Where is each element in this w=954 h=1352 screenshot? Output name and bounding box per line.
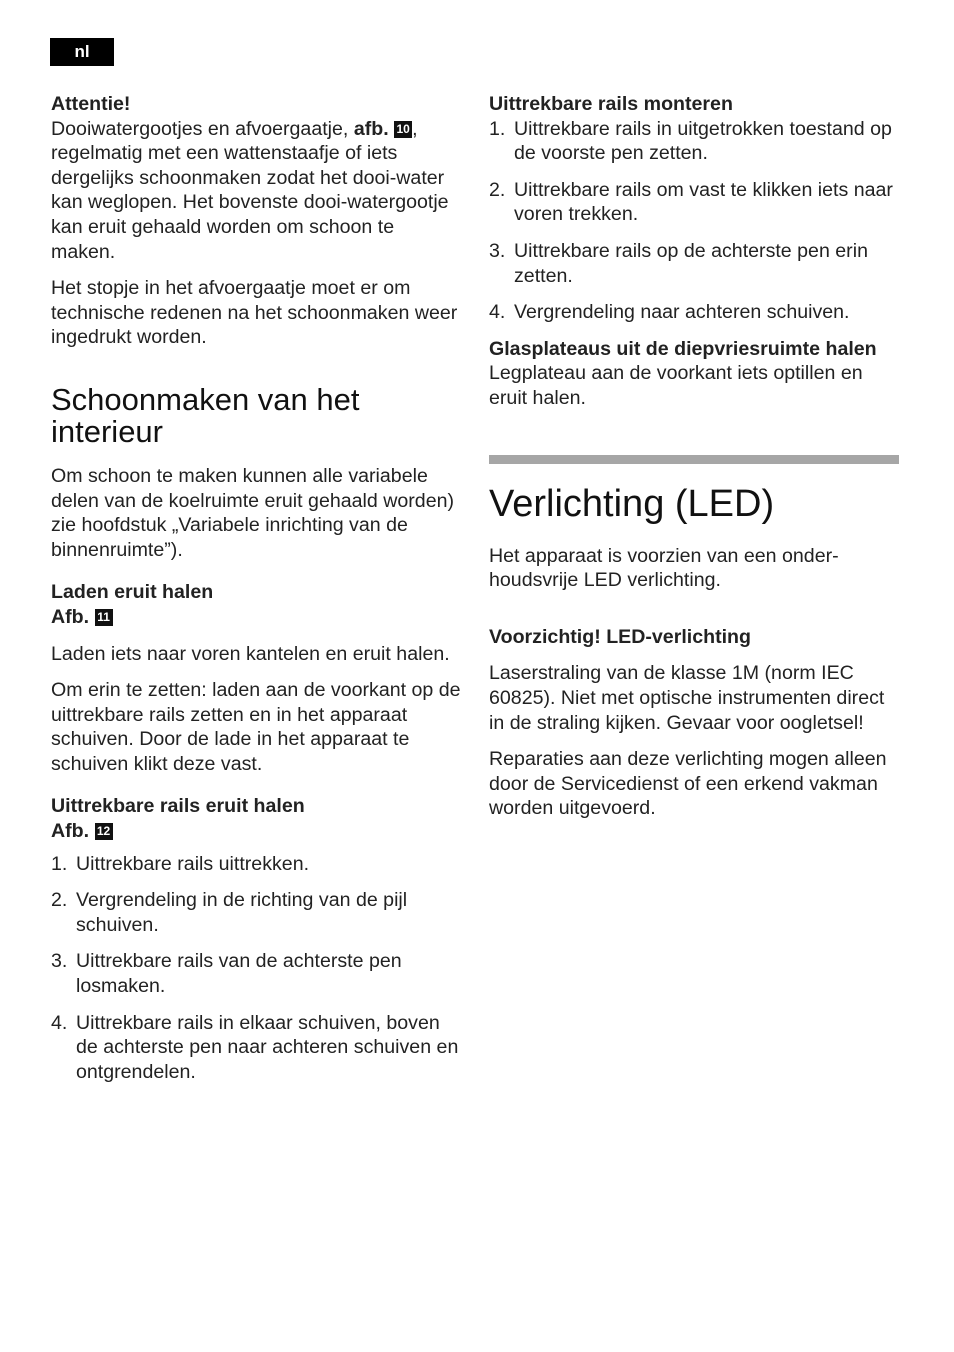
rails-remove-title: Uittrekbare rails eruit halen: [51, 795, 305, 818]
drawers-paragraph-1: Laden iets naar voren kantelen en eruit halen.: [51, 642, 450, 665]
section-heading-led: Verlichting (LED): [489, 482, 775, 525]
step-text: Vergrendeling in de richting van de pijl schuiven.: [76, 889, 408, 936]
drawers-title: Laden eruit halen: [51, 581, 214, 604]
list-item: [489, 300, 899, 325]
step-number: 1.: [489, 117, 506, 140]
led-paragraph: Het apparaat is voorzien van een onder-houdsvrije LED verlichting.: [489, 544, 839, 592]
list-item: [51, 949, 463, 998]
caution-title: Voorzichtig! LED-verlichting: [489, 625, 751, 648]
list-item: [489, 117, 899, 166]
step-number: 2.: [489, 178, 506, 201]
figure-ref-label: afb.: [353, 117, 389, 140]
step-text: Uittrekbare rails in elkaar schuiven, boven de achterste pen naar achteren schuiven en ontgrendelen.: [76, 1011, 459, 1083]
rails-remove-figure-ref: [51, 819, 463, 844]
rails-mount-steps: [489, 117, 899, 325]
list-item: [489, 239, 899, 288]
glass-paragraph: Legplateau aan de voorkant iets optillen en eruit halen.: [489, 362, 863, 409]
step-number: 2.: [51, 889, 68, 912]
attention-title: Attentie!: [51, 93, 131, 115]
step-text: Uittrekbare rails op de achterste pen erin zetten.: [514, 239, 868, 287]
language-badge: [50, 38, 114, 66]
step-text: Uittrekbare rails om vast te klikken iets naar voren trekken.: [514, 178, 893, 226]
attention-paragraph-1: [51, 117, 463, 265]
figure-number-badge: 10: [394, 121, 412, 138]
list-item: [51, 852, 463, 877]
right-column: [489, 92, 899, 821]
list-item: [51, 888, 463, 937]
attention-text-a: Dooiwatergootjes en afvoergaatje,: [51, 117, 349, 140]
section-divider: [489, 455, 899, 464]
step-number: 4.: [489, 301, 506, 324]
caution-paragraph-2: Reparaties aan deze verlichting mogen alleen door de Servicedienst of een erkend vakman worden uitgevoerd.: [489, 748, 887, 820]
figure-number-badge: 11: [95, 609, 113, 626]
drawers-paragraph-2: Om erin te zetten: laden aan de voorkant op de uittrekbare rails zetten en in het apparaat schuiven. Door de lade in het apparaat te schuiven klikt deze vast.: [51, 679, 461, 775]
list-item: [489, 178, 899, 227]
step-text: Uittrekbare rails van de achterste pen losmaken.: [76, 950, 402, 998]
step-number: 1.: [51, 852, 68, 875]
attention-text-b: , regelmatig met een wattenstaafje of iets dergelijks schoonmaken zodat het dooi-water kan weglopen. Het bovenste dooi-watergootje kan eruit gehaald worden om schoon te maken.: [51, 117, 449, 263]
step-number: 3.: [51, 950, 68, 973]
step-text: Uittrekbare rails uittrekken.: [76, 852, 310, 875]
step-number: 3.: [489, 239, 506, 262]
section-heading-interior: Schoonmaken van het interieur: [51, 381, 360, 449]
figure-number-badge: 12: [95, 823, 113, 840]
rails-mount-title: Uittrekbare rails monteren: [489, 93, 733, 115]
step-number: 4.: [51, 1011, 68, 1034]
left-column: [51, 92, 463, 1084]
glass-title: Glasplateaus uit de diepvriesruimte halen: [489, 337, 877, 360]
list-item: [51, 1011, 463, 1085]
language-label: nl: [74, 42, 90, 61]
step-text: Uittrekbare rails in uitgetrokken toestand op de voorste pen zetten.: [514, 117, 892, 165]
rails-remove-steps: [51, 852, 463, 1085]
figure-ref-label: Afb.: [51, 820, 90, 843]
attention-paragraph-2: Het stopje in het afvoergaatje moet er om technische redenen na het schoonmaken weer ingedrukt worden.: [51, 277, 458, 349]
caution-paragraph-1: Laserstraling van de klasse 1M (norm IEC 60825). Niet met optische instrumenten direct in de straling kijken. Gevaar voor oogletsel!: [489, 662, 885, 734]
figure-ref-label: Afb.: [51, 605, 90, 628]
drawers-figure-ref: [51, 605, 463, 630]
step-text: Vergrendeling naar achteren schuiven.: [514, 301, 850, 324]
interior-paragraph: Om schoon te maken kunnen alle variabele delen van de koelruimte eruit gehaald worden) zie hoofdstuk „Variabele inrichting van de binnenruimte”).: [51, 464, 455, 561]
